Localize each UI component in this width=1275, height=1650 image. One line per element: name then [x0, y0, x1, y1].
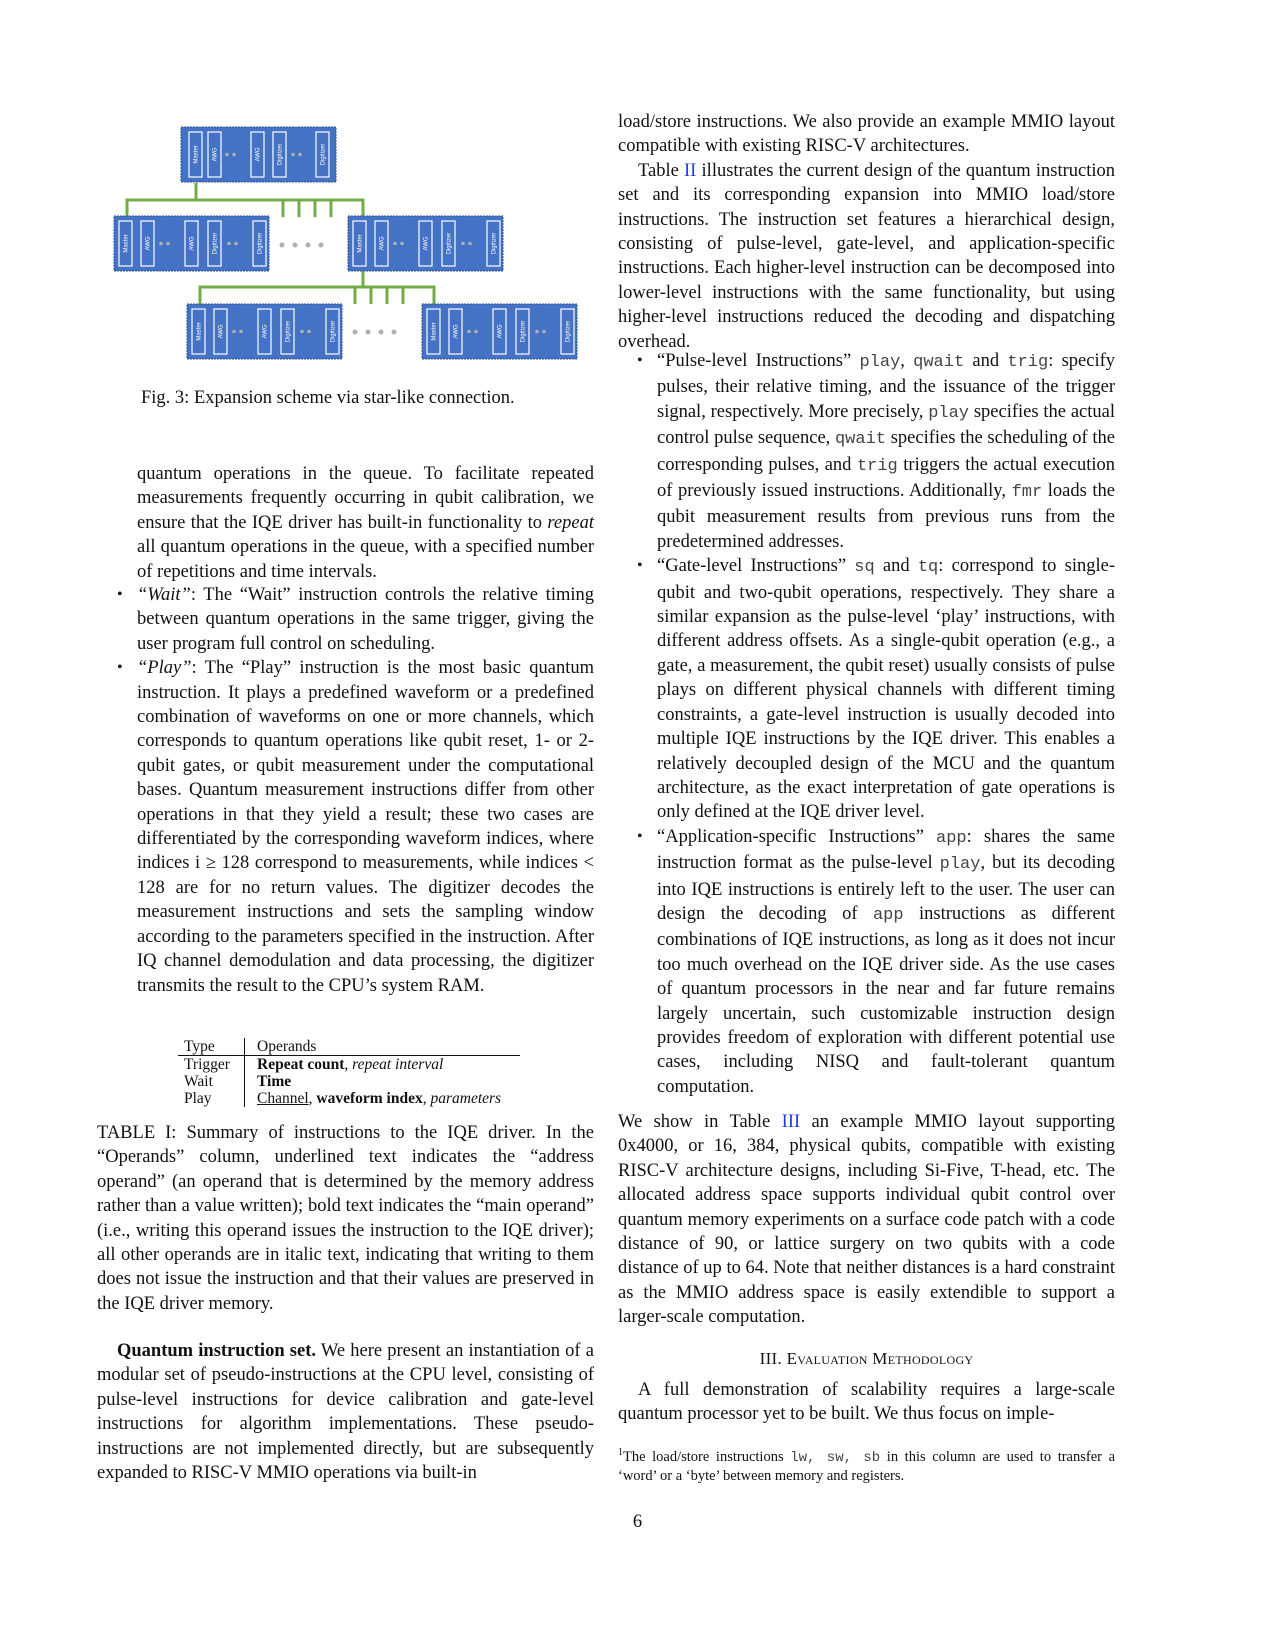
intro-paragraph: quantum operations in the queue. To facilitate repeated measurements frequently occurring in qubit calibration, we ensure that the IQE driver has built-in functionality to repeat all quantum operations in the queue, with a specified number of repetitions and time intervals.	[137, 464, 594, 582]
instrument-label: Master	[196, 322, 203, 341]
instrument-label: AWG	[262, 324, 269, 339]
ellipsis-dot	[232, 330, 236, 334]
instrument-label: Master	[431, 322, 438, 341]
list-item: • “Gate-level Instructions” sq and tq: correspond to single-qubit and two-qubit operations, respectively. They share a similar expansion as the pulse-level ‘play’ instructions, with different address offsets. As a single-qubit operation (e.g., a gate, a measurement, the qubit reset) usually consists of pulse plays on different physical channels with different timing constraints, a gate-level instruction is usually decoded into multiple IQE instructions by the IQE driver. This enables a relatively decoupled design of the MCU and the quantum architecture, as the exact interpretation of gate operations is only defined at the IQE driver level.	[637, 554, 1115, 824]
ellipsis-dot	[467, 330, 471, 334]
instrument-label: Digitizer	[520, 320, 527, 343]
ellipsis-dot	[227, 242, 231, 246]
instrument-label: AWG	[145, 236, 152, 251]
instrument-label: AWG	[218, 324, 225, 339]
figure-3-diagram	[110, 120, 590, 370]
list-item: • “Application-specific Instructions” app: shares the same instruction format as the pulse-level play, but its decoding into IQE instructions is entirely left to the user. The user can design the decoding of app instructions as different combinations of IQE instructions, as long as it does not incur too much overhead on the IQE driver side. As the use cases of quantum processors in the near and far future remains largely uncertain, such customizable instruction design provides freedom of exploration with different potential use cases, including NISQ and fault-tolerant quantum computation.	[637, 825, 1115, 1099]
ellipsis-dot	[280, 243, 285, 248]
list-item: • “Play”: The “Play” instruction is the most basic quantum instruction. It plays a predefined waveform or a predefined combination of waveforms on one or more channels, which corresponds to quantum operations like qubit reset, 1- or 2-qubit gates, or qubit measurement under the computational bases. Quantum measurement instructions differ from other operations in that they yield a result; these two cases are differentiated by the corresponding waveform indices, where indices i ≥ 128 correspond to measurements, while indices < 128 are for no return values. The digitizer decodes the measurement instructions and sets the sampling window according to the parameters specified in the instruction. After IQ channel demodulation and data processing, the digitizer transmits the result to the CPU’s system RAM.	[117, 656, 594, 998]
ellipsis-dot	[293, 243, 298, 248]
footnote: $^1$The load/store instructions lw, sw, sb in this column are used to transfer a ‘word’ or a ‘byte’ between memory and registers.	[618, 1447, 1116, 1484]
instrument-label: AWG	[379, 236, 386, 251]
instrument-label: Digitizer	[277, 143, 284, 166]
left-bullet-list	[117, 583, 594, 998]
table-row: Trigger Repeat count, repeat interval	[178, 1056, 520, 1073]
instrument-label: AWG	[212, 147, 219, 162]
instrument-label: Digitizer	[257, 232, 264, 255]
ellipsis-dot	[291, 153, 295, 157]
ellipsis-dot	[474, 330, 478, 334]
instrument-label: Digitizer	[320, 143, 327, 166]
instrument-label: Digitizer	[285, 320, 292, 343]
ellipsis-dot	[307, 330, 311, 334]
list-item: • “Wait”: The “Wait” instruction controls the relative timing between quantum operations in the same trigger, giving the user program full control on scheduling.	[117, 583, 594, 656]
paragraph: load/store instructions. We also provide an example MMIO layout compatible with existing RISC-V architectures.	[618, 112, 1115, 157]
list-item: • “Pulse-level Instructions” play, qwait and trig: specify pulses, their relative timing, and the issuance of the trigger signal, respectively. More precisely, play specifies the actual control pulse sequence, qwait specifies the scheduling of the corresponding pulses, and trig triggers the actual execution of previously issued instructions. Additionally, fmr loads the qubit measurement results from previous runs from the predetermined addresses.	[637, 349, 1115, 554]
qis-paragraph: Quantum instruction set. We here present an instantiation of a modular set of pseudo-instructions at the CPU level, consisting of pulse-level instructions for device calibration and gate-level instructions for algorithm implementations. These pseudo-instructions are not implemented directly, but are subsequently expanded to RISC-V MMIO operations via built-in	[97, 1341, 594, 1484]
instrument-label: Digitizer	[330, 320, 337, 343]
instrument-label: Master	[123, 234, 130, 253]
ellipsis-dot	[535, 330, 539, 334]
instrument-label: Digitizer	[565, 320, 572, 343]
ellipsis-dot	[392, 330, 397, 335]
table-row: Wait Time	[178, 1073, 520, 1090]
ellipsis-dot	[379, 330, 384, 335]
table-1-caption: TABLE I: Summary of instructions to the IQE driver. In the “Operands” column, underlined text indicates the “address operand” (an operand that is determined by the memory address rather than a value written); bold text indicates the “main operand” (i.e., writing this operand issues the instruction to the IQE driver); all other operands are in italic text, indicating that writing to them does not issue the instruction and that their values are preserved in the IQE driver memory.	[97, 1123, 594, 1314]
ellipsis-dot	[239, 330, 243, 334]
ellipsis-dot	[542, 330, 546, 334]
paragraph: Table II illustrates the current design of the quantum instruction set and its corresponding expansion into MMIO load/store instructions. The instruction set features a hierarchical design, consisting of pulse-level, gate-level, and application-specific instructions. Each higher-level instruction can be decomposed into lower-level instructions with the same functionality, but using higher-level instructions reduced the decoding and dispatching overhead.	[618, 160, 1115, 352]
ellipsis-dot	[366, 330, 371, 335]
right-column-body	[618, 110, 1115, 354]
ellipsis-dot	[306, 243, 311, 248]
ellipsis-dot	[319, 243, 324, 248]
ellipsis-dot	[400, 242, 404, 246]
ellipsis-dot	[159, 242, 163, 246]
instrument-label: Master	[357, 234, 364, 253]
ellipsis-dot	[300, 330, 304, 334]
ellipsis-dot	[461, 242, 465, 246]
page-number: 6	[632, 1512, 643, 1532]
instrument-label: Digitizer	[212, 232, 219, 255]
mmio-paragraph: We show in Table III an example MMIO layout supporting 0x4000, or 16, 384, physical qubits, compatible with existing RISC-V architecture designs, including Si-Five, T-head, etc. The allocated address space supports individual qubit control over quantum memory experiments on a surface code patch with a code distance of 90, or lattice surgery on two qubits with a code distance of up to 64. Note that neither distances is a hard constraint as the MMIO address space is easily extendible to support a larger-scale computation.	[618, 1112, 1115, 1328]
ellipsis-dot	[225, 153, 229, 157]
instrument-label: Master	[193, 145, 200, 164]
table-row: Play Channel, waveform index, parameters	[178, 1090, 520, 1107]
connection-wire	[127, 183, 196, 220]
table-2-link[interactable]: II	[684, 160, 697, 181]
instrument-label: Digitizer	[446, 232, 453, 255]
table-1	[178, 1038, 520, 1107]
instrument-label: AWG	[255, 147, 262, 162]
ellipsis-dot	[298, 153, 302, 157]
ellipsis-dot	[234, 242, 238, 246]
instrument-label: Digitizer	[491, 232, 498, 255]
instrument-label: AWG	[189, 236, 196, 251]
right-bullet-list	[637, 349, 1115, 1099]
ellipsis-dot	[468, 242, 472, 246]
ellipsis-dot	[353, 330, 358, 335]
table-3-link[interactable]: III	[781, 1112, 801, 1132]
ellipsis-dot	[232, 153, 236, 157]
evaluation-paragraph: A full demonstration of scalability requires a large-scale quantum processor yet to be built. We thus focus on imple-	[618, 1380, 1115, 1425]
instrument-label: AWG	[453, 324, 460, 339]
ellipsis-dot	[166, 242, 170, 246]
table-header-type: Type	[184, 1038, 215, 1055]
instrument-label: AWG	[423, 236, 430, 251]
connection-wire	[200, 270, 363, 307]
table-header-operands: Operands	[244, 1038, 520, 1055]
ellipsis-dot	[393, 242, 397, 246]
figure-caption: Fig. 3: Expansion scheme via star-like connection.	[141, 388, 515, 408]
left-column-body	[137, 462, 594, 584]
instrument-label: AWG	[497, 324, 504, 339]
section-heading: III. Evaluation Methodology	[759, 1349, 974, 1368]
